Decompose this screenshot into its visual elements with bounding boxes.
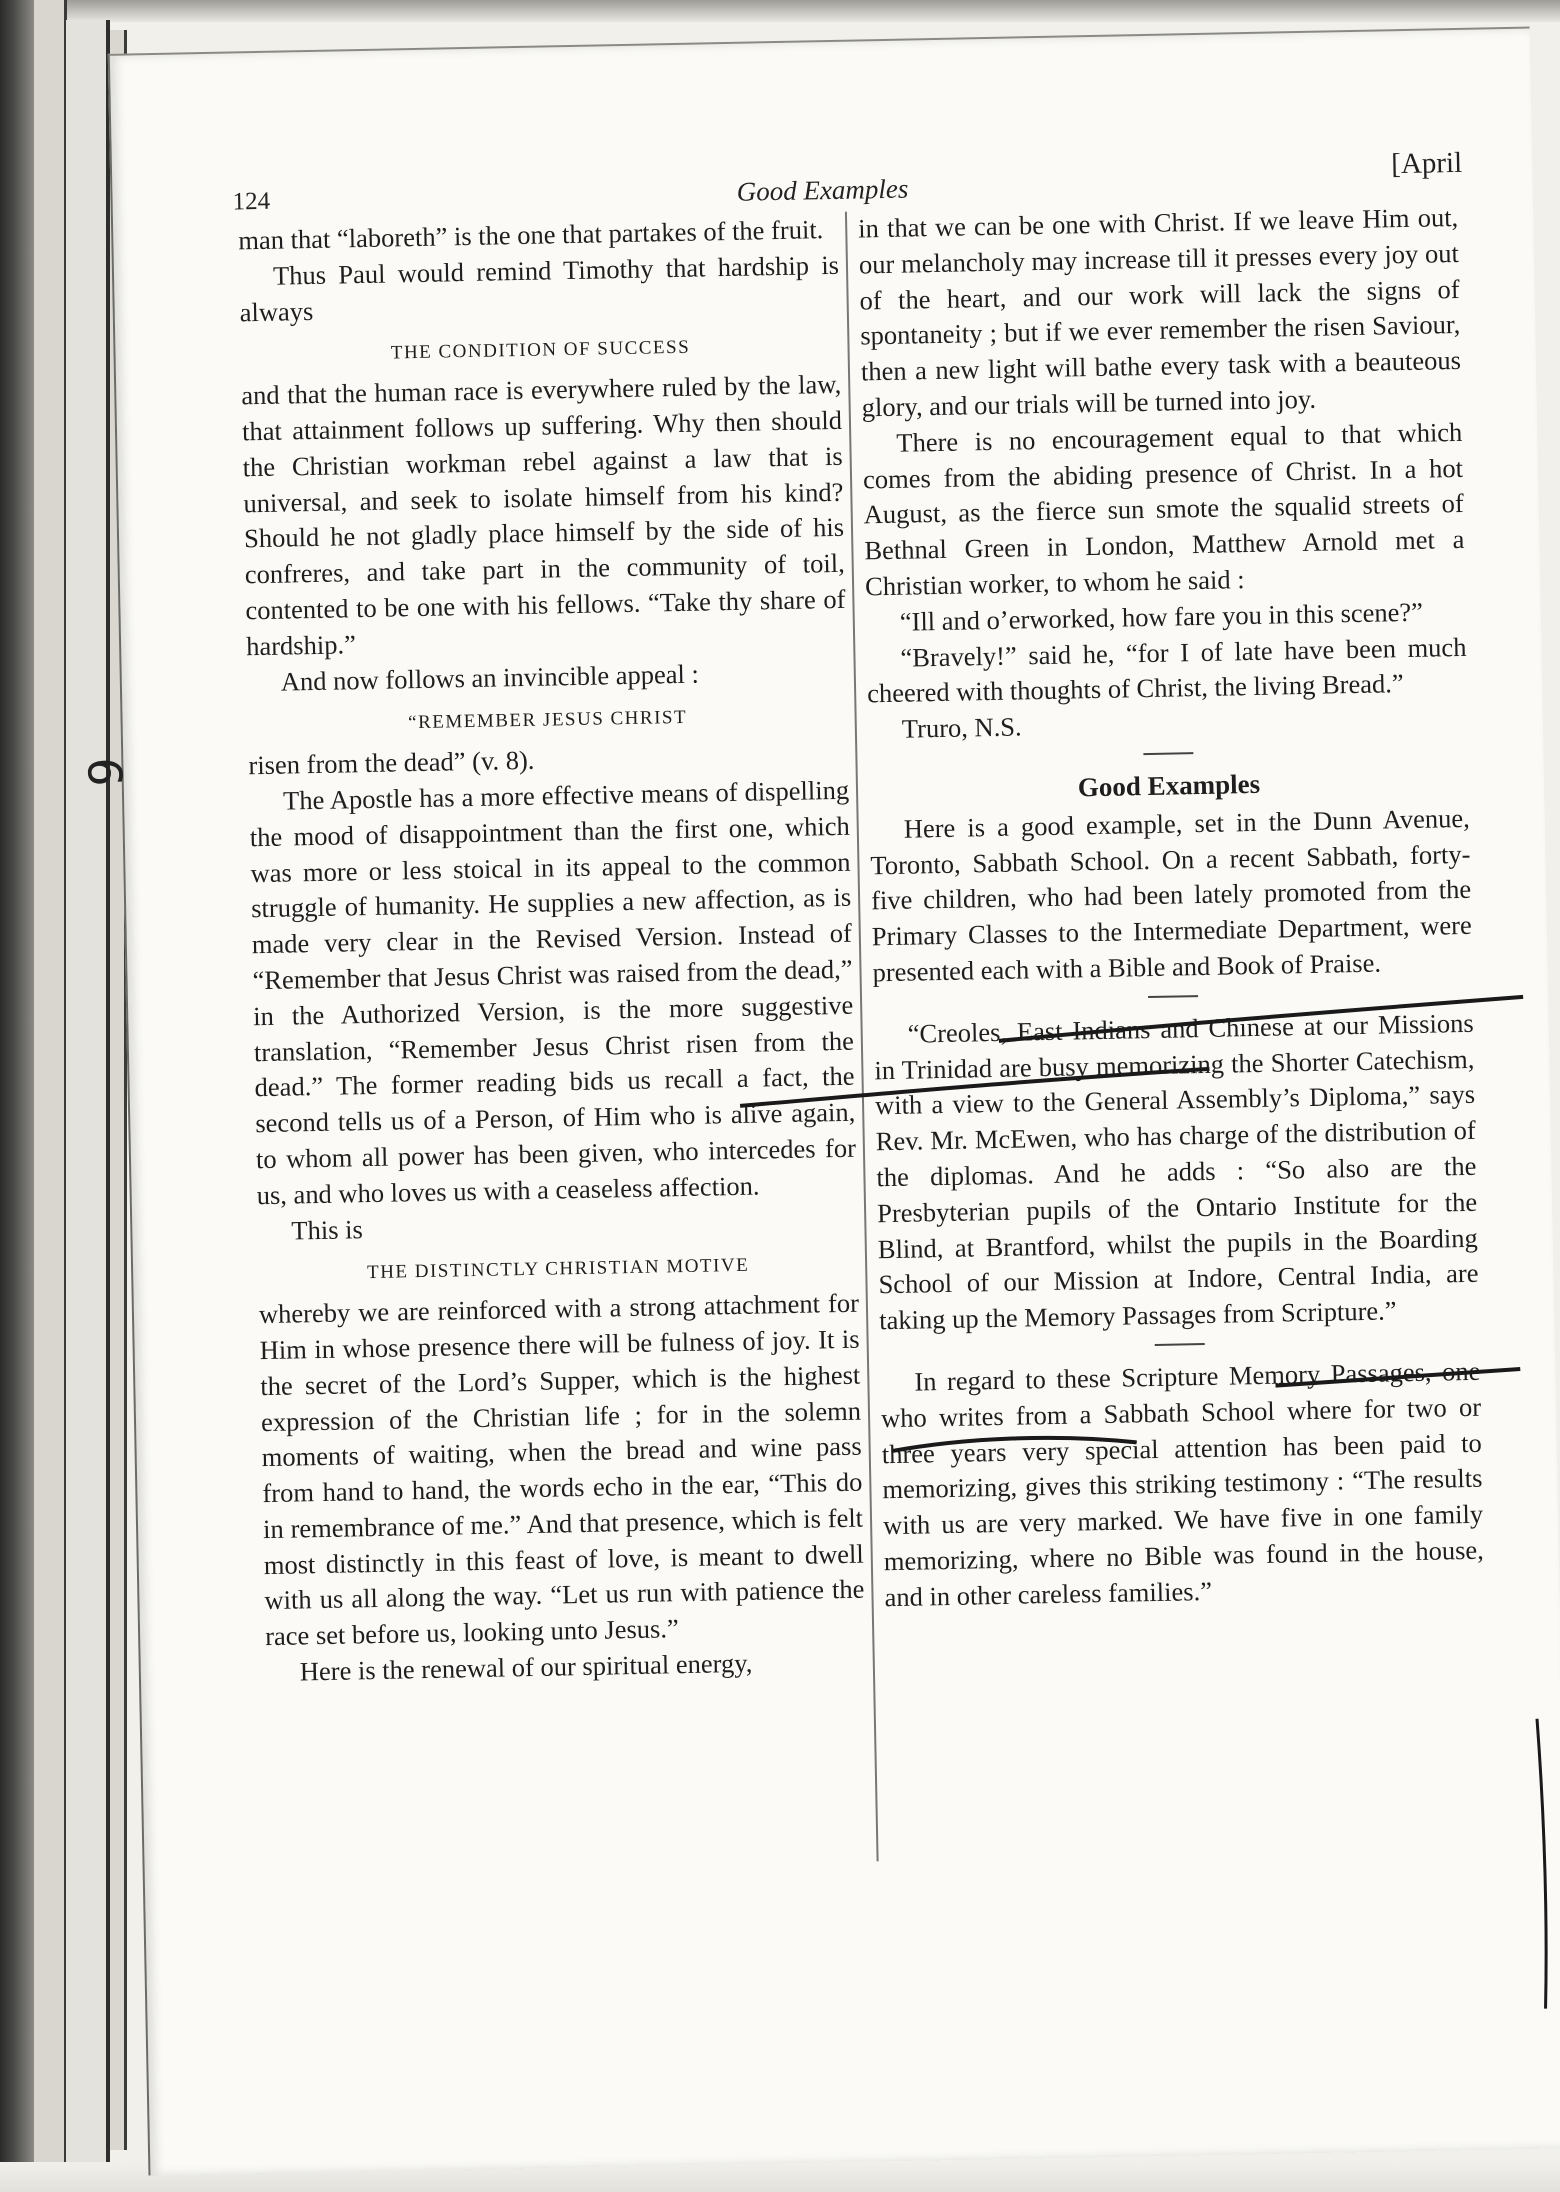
right-column xyxy=(858,200,1485,1616)
book-spine xyxy=(0,0,34,2192)
paragraph: This is xyxy=(291,1213,364,1246)
paragraph: Here is the renewal of our spiritual energy, xyxy=(299,1647,753,1687)
paragraph: Here is a good example, set in the Dunn Avenue, Toronto, Sabbath School. On a recent Sabbath, forty-five children, who had been lately promoted from the Primary Classes to the Intermediate Department, were presented each with a Bible and Book of Praise. xyxy=(870,802,1473,988)
section-heading: THE DISTINCTLY CHRISTIAN MOTIVE xyxy=(366,1255,750,1284)
dateline: Truro, N.S. xyxy=(901,711,1022,744)
running-title: Good Examples xyxy=(736,173,909,207)
paragraph: “Creoles, East Indians and Chinese at our Missions in Trinidad are busy memorizing the Shorter Catechism, with a view to the General Assembly’s Diploma,” says Rev. Mr. McEwen, who has charge of the distribution of the diplomas. And he adds : “So also are the Presbyterian pupils of the Ontario Institute for the Blind, at Brantford, whilst the pupils in the Boarding School of our Mission at Indore, Central India, are taking up the Memory Passages from Scripture.” xyxy=(874,1007,1479,1336)
section-heading: “REMEMBER JESUS CHRIST xyxy=(407,707,688,734)
margin-bracket xyxy=(1537,1719,1548,2009)
top-edge-shadow xyxy=(0,0,1560,22)
running-head xyxy=(112,124,1533,216)
paragraph: The Apostle has a more effective means of dispelling the mood of disappointment than the first one, which was more or less stoical in its appeal to the common struggle of humanity. He supplies a new affection, as is made very clear in the Revised Version. Instead of “Remember that Jesus Christ was raised from the dead,” in the Authorized Version, is the more suggestive translation, “Remember Jesus Christ risen from the dead.” The former reading bids us recall a fact, the second tells us of a Person, of Him who is alive again, to whom all power has been given, who intercedes for us, and who loves us with a ceaseless affection. xyxy=(249,774,857,1210)
paragraph: man that “laboreth” is the one that partakes of the fruit. xyxy=(238,214,824,256)
running-month: [April xyxy=(1390,146,1463,181)
paragraph: in that we can be one with Christ. If we leave Him out, our melancholy may increase till it presses every joy out of the heart, and our work will lack the signs of spontaneity ; but if we ever remember the risen Saviour, then a new light will bathe every task with a beauteous glory, and our trials will be turned into joy. xyxy=(857,201,1462,423)
book-page xyxy=(108,27,1560,2176)
section-heading: THE CONDITION OF SUCCESS xyxy=(390,337,691,364)
paragraph: There is no encouragement equal to that which comes from the abiding presence of Christ. In a hot August, as the fierce sun smote the squalid streets of Bethnal Green in London, Matthew Arnold met a Christian worker, to whom he said : xyxy=(862,416,1465,602)
separator-rule xyxy=(1148,995,1198,998)
paragraph: whereby we are reinforced with a strong attachment for Him in whose presence there will be fulness of joy. It is the secret of the Lord’s Supper, which is the highest expression of the Christian life ; for in the solemn moments of waiting, when the bread and wine pass from hand to hand, the words echo in the ear, “This do in remembrance of me.” And that presence, which is felt most distinctly in this feast of love, is meant to dwell with us all along the way. “Let us run with patience the race set before us, looking unto Jesus.” xyxy=(258,1287,865,1652)
paragraph: risen from the dead” (v. 8). xyxy=(248,744,535,781)
paragraph: In regard to these Scripture Memory Passages, one who writes from a Sabbath School where for two or three years very special attention has been paid to memorizing, gives this striking testimony : “The results with us are very marked. We have five in one family memorizing, where no Bible was found in the house, and in other careless families.” xyxy=(880,1355,1485,1612)
handwritten-margin-note: 9 xyxy=(79,757,134,787)
paragraph: Thus Paul would remind Timothy that hardship is always xyxy=(239,249,840,327)
quotation: “Bravely!” said he, “for I of late have been much cheered with thoughts of Christ, the living Bread.” xyxy=(866,631,1467,709)
paragraph: And now follows an invincible appeal : xyxy=(280,658,700,697)
separator-rule xyxy=(1143,752,1193,755)
section-title: Good Examples xyxy=(1077,768,1261,803)
page-number: 124 xyxy=(232,187,271,216)
quotation: “Ill and o’erworked, how fare you in this scene?” xyxy=(899,596,1424,637)
separator-rule xyxy=(1155,1343,1205,1346)
paragraph: and that the human race is everywhere ruled by the law, that attainment follows up suffering. Why then should the Christian workman rebel against a law that is universal, and seek to isolate himself from his kind? Should he not gladly place himself by the side of his confreres, and take part in the community of toil, contented to be one with his fellows. “Take thy share of hardship.” xyxy=(241,369,846,662)
left-column xyxy=(238,212,866,1691)
book-page-edge xyxy=(66,20,110,2170)
book-page-edge xyxy=(34,0,67,2192)
